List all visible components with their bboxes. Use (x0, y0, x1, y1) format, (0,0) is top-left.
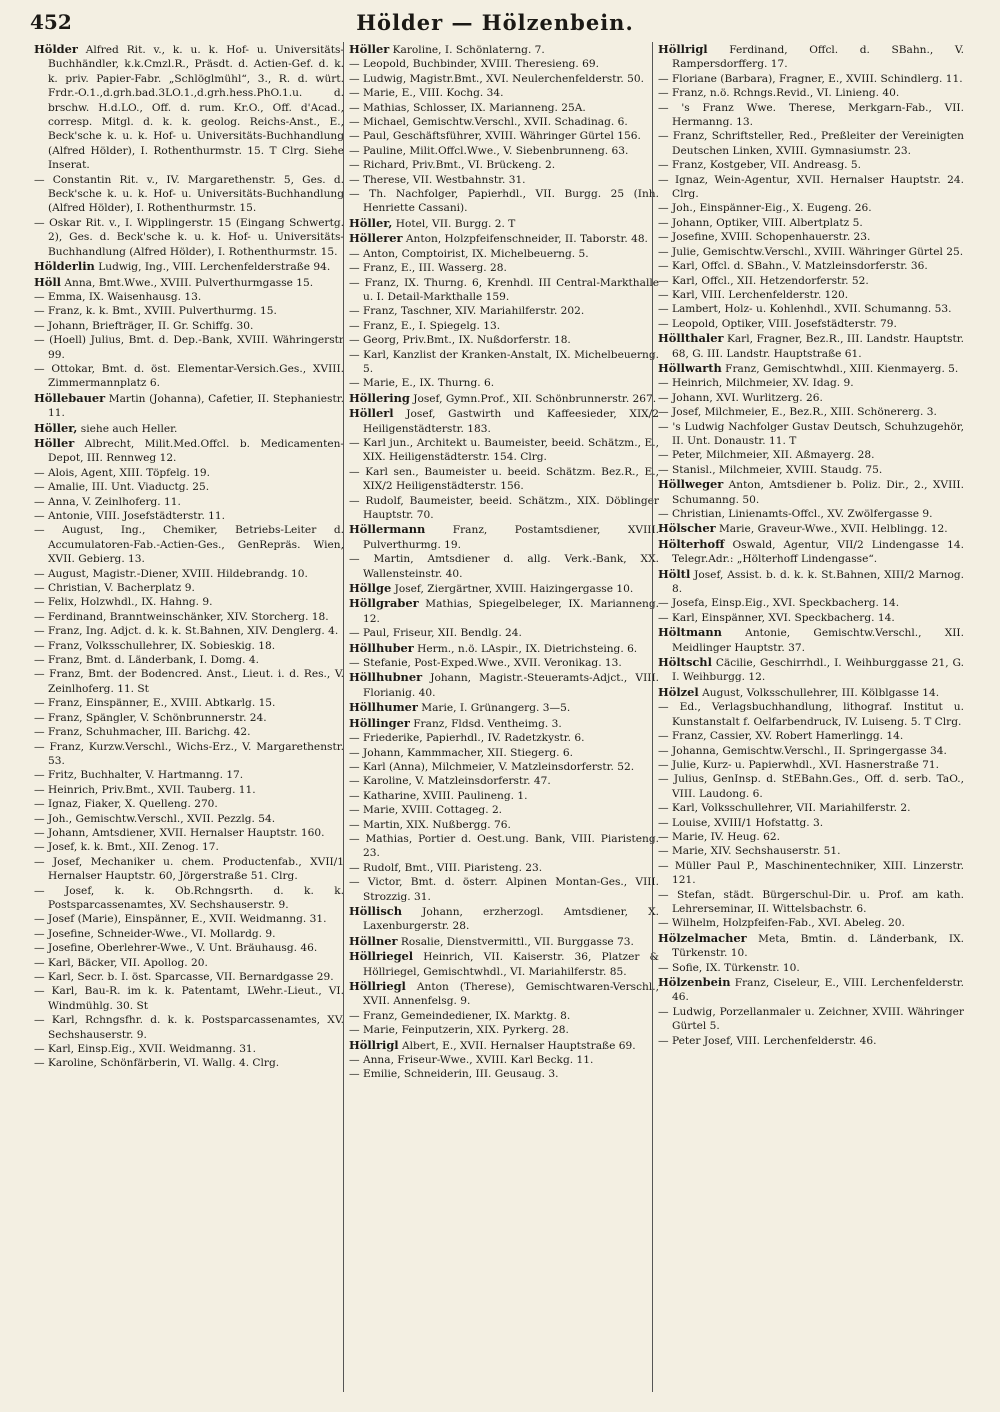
directory-entry: — Mathias, Schlosser, IX. Marianneng. 25A. (349, 101, 586, 114)
directory-entry: — Marie, IV. Heug. 62. (658, 830, 780, 843)
column-3 (652, 42, 964, 1392)
directory-entry: Höllrigl Ferdinand, Offcl. d. SBahn., V. Rampersdorfferg. 17. (658, 42, 964, 71)
directory-entry: — Franz, IX. Thurng. 6, Krenhdl. III Central-Markthalle u. I. Detail-Markthalle 159. (349, 276, 659, 303)
directory-entry: — Franz, Schuhmacher, III. Barichg. 42. (34, 726, 251, 739)
directory-entry: Hölterhoff Oswald, Agentur, VII/2 Lindengasse 14. Telegr.Adr.: „Hölterhoff Lindengasse“. (658, 536, 964, 566)
directory-entry: Hölzelmacher Meta, Bmtin. d. Länderbank, IX. Türkenstr. 10. (658, 930, 964, 960)
directory-entry: — Th. Nachfolger, Papierhdl., VII. Burgg. 25 (Inh. Henriette Cassani). (349, 188, 659, 215)
directory-entry: — 's Franz Wwe. Therese, Merkgarn-Fab., VII. Hermanng. 13. (658, 101, 964, 129)
directory-entry: — Müller Paul P., Maschinentechniker, XIII. Linzerstr. 121. (658, 859, 964, 887)
directory-entry: Höltschl Cäcilie, Geschirrhdl., I. Weihburggasse 21, G. I. Weihburgg. 12. (658, 655, 964, 684)
directory-entry: — Karl, Rchngsfhr. d. k. k. Postsparcassenamtes, XV. Sechshauserstr. 9. (34, 1014, 344, 1041)
directory-entry: — Lambert, Holz- u. Kohlenhdl., XVII. Schumanng. 53. (658, 303, 952, 316)
directory-entry: — Karl sen., Baumeister u. beeid. Schätzm. Bez.R., E., XIX/2 Heiligenstädterstr. 156. (349, 465, 659, 493)
directory-entry: Höltl Josef, Assist. b. d. k. k. St.Bahnen, XIII/2 Marnog. 8. (658, 566, 964, 596)
directory-entry: — Josefine, Oberlehrer-Wwe., V. Unt. Bräuhausg. 46. (34, 942, 318, 955)
directory-entry: — Karl, VIII. Lerchenfelderstr. 120. (658, 288, 849, 301)
directory-entry: Hölscher Marie, Graveur-Wwe., XVII. Helblingg. 12. (658, 521, 948, 536)
directory-entry: Höllwarth Franz, Gemischtwhdl., XIII. Kienmayerg. 5. (658, 360, 959, 375)
directory-entry: Höllthaler Karl, Fragner, Bez.R., III. Landstr. Hauptstr. 68, G. III. Landstr. Hauptstraße 61. (658, 331, 964, 360)
directory-entry: Hölzenbein Franz, Ciseleur, E., VIII. Lerchenfelderstr. 46. (658, 975, 964, 1004)
directory-entry: — Marie, XVIII. Cottageg. 2. (349, 804, 503, 817)
directory-entry: — Josef, Mechaniker u. chem. Productenfab., XVII/1 Hernalser Hauptstr. 60, Jörgerstraße 51. Clrg. (34, 855, 344, 883)
directory-entry: — Emilie, Schneiderin, III. Geusaug. 3. (349, 1068, 559, 1081)
directory-entry: — Paul, Friseur, XII. Bendlg. 24. (349, 627, 522, 640)
directory-entry: Höltmann Antonie, Gemischtw.Verschl., XII. Meidlinger Hauptstr. 37. (658, 625, 964, 654)
directory-entry: Höllinger Franz, Fldsd. Ventheimg. 3. (349, 715, 562, 730)
directory-entry: Höllweger Anton, Amtsdiener b. Poliz. Dir., 2., XVIII. Schumanng. 50. (658, 477, 964, 506)
directory-entry: Höllhumer Marie, I. Grünangerg. 3—5. (349, 700, 571, 715)
directory-entry: — Leopold, Buchbinder, XVIII. Theresieng. 69. (349, 58, 600, 71)
directory-entry: — Therese, VII. Westbahnstr. 31. (349, 173, 526, 186)
directory-entry: — Ludwig, Magistr.Bmt., XVI. Neulerchenfelderstr. 50. (349, 72, 644, 85)
directory-entry: — Franz, Ing. Adjct. d. k. k. St.Bahnen, XIV. Denglerg. 4. (34, 625, 339, 638)
directory-entry: Höllhuber Herm., n.ö. LAspir., IX. Dietrichsteing. 6. (349, 640, 638, 655)
directory-entry: — Ferdinand, Branntweinschänker, XIV. Storcherg. 18. (34, 610, 329, 623)
directory-entry: — Rudolf, Bmt., VIII. Piaristeng. 23. (349, 861, 543, 874)
running-head: Hölder — Hölzenbein. (356, 10, 634, 35)
directory-entry: — Felix, Holzwhdl., IX. Hahng. 9. (34, 596, 213, 609)
directory-entry: Höllerer Anton, Holzpfeifenschneider, II. Taborstr. 48. (349, 231, 648, 246)
directory-entry: — Heinrich, Milchmeier, XV. Idag. 9. (658, 377, 854, 390)
directory-entry: — Josef (Marie), Einspänner, E., XVII. Weidmanng. 31. (34, 913, 327, 926)
directory-entry: — Victor, Bmt. d. österr. Alpinen Montan-Ges., VIII. Strozzig. 31. (349, 876, 659, 903)
directory-entry: — Georg, Priv.Bmt., IX. Nußdorferstr. 18. (349, 334, 571, 347)
directory-entry: — Karoline, Schönfärberin, VI. Wallg. 4. Clrg. (34, 1057, 280, 1070)
directory-entry: — Franz, Taschner, XIV. Mariahilferstr. 202. (349, 305, 585, 318)
directory-entry: — Anton, Comptoirist, IX. Michelbeuerng. 5. (349, 247, 589, 260)
directory-entry: Höll Anna, Bmt.Wwe., XVIII. Pulverthurmgasse 15. (34, 274, 314, 289)
directory-entry: — Ludwig, Porzellanmaler u. Zeichner, XVIII. Währinger Gürtel 5. (658, 1005, 964, 1033)
page-header (30, 10, 960, 40)
directory-entry: — Karl, Offcl., XII. Hetzendorferstr. 52. (658, 274, 869, 287)
directory-entry: — Marie, XIV. Sechshauserstr. 51. (658, 845, 841, 858)
directory-entry: — Ignaz, Fiaker, X. Quelleng. 270. (34, 798, 218, 811)
directory-entry: — Josef, k. k. Bmt., XII. Zenog. 17. (34, 841, 219, 854)
directory-entry: — Stefanie, Post-Exped.Wwe., XVII. Veronikag. 13. (349, 657, 622, 670)
directory-entry: — Johann, Optiker, VIII. Albertplatz 5. (658, 216, 863, 229)
directory-entry: — Marie, E., IX. Thurng. 6. (349, 377, 495, 390)
directory-entry: Höllge Josef, Ziergärtner, XVIII. Haizingergasse 10. (349, 581, 634, 596)
directory-entry: — Peter, Milchmeier, XII. Aßmayerg. 28. (658, 449, 875, 462)
column-1 (34, 42, 344, 1392)
directory-entry: — Karl, Kanzlist der Kranken-Anstalt, IX. Michelbeuerng. 5. (349, 348, 659, 375)
directory-entry: — Sofie, IX. Türkenstr. 10. (658, 961, 800, 974)
directory-entry: — Christian, V. Bacherplatz 9. (34, 582, 195, 595)
directory-entry: — Franz, Cassier, XV. Robert Hamerlingg. 14. (658, 730, 904, 743)
directory-entry: — Karl, Bau-R. im k. k. Patentamt, LWehr.-Lieut., VI. Windmühlg. 30. St (34, 985, 344, 1012)
directory-entry: — Franz, Gemeindediener, IX. Marktg. 8. (349, 1009, 571, 1022)
directory-entry: — Johanna, Gemischtw.Verschl., II. Springergasse 34. (658, 744, 947, 757)
directory-entry: — Franz, E., I. Spiegelg. 13. (349, 319, 501, 332)
directory-entry: — Franz, Einspänner, E., XVIII. Abtkarlg. 15. (34, 697, 276, 710)
directory-entry: — Paul, Geschäftsführer, XVIII. Währinger Gürtel 156. (349, 130, 641, 143)
directory-entry: Höllrigl Albert, E., XVII. Hernalser Hauptstraße 69. (349, 1037, 636, 1052)
directory-entry: — Peter Josef, VIII. Lerchenfelderstr. 46. (658, 1034, 877, 1047)
directory-entry: — Heinrich, Priv.Bmt., XVII. Tauberg. 11. (34, 783, 256, 796)
directory-entry: — Johann, XVI. Wurlitzerg. 26. (658, 391, 823, 404)
directory-entry: — Floriane (Barbara), Fragner, E., XVIII. Schindlerg. 11. (658, 72, 963, 85)
directory-entry: — Stanisl., Milchmeier, XVIII. Staudg. 75. (658, 463, 883, 476)
directory-entry: — Josefine, Schneider-Wwe., VI. Mollardg. 9. (34, 927, 276, 940)
directory-entry: — Karl, Einspänner, XVI. Speckbacherg. 14. (658, 611, 895, 624)
directory-entry: Höllisch Johann, erzherzogl. Amtsdiener, X. Laxenburgerstr. 28. (349, 903, 659, 933)
directory-entry: — Franz, E., III. Wasserg. 28. (349, 262, 507, 275)
directory-entry: — Karl, Bäcker, VII. Apollog. 20. (34, 956, 208, 969)
directory-entry: — Franz, Kurzw.Verschl., Wichs-Erz., V. Margarethenstr. 53. (34, 740, 344, 767)
directory-entry: Hölderlin Ludwig, Ing., VIII. Lerchenfelderstraße 94. (34, 259, 331, 274)
directory-entry: — Oskar Rit. v., I. Wipplingerstr. 15 (Eingang Schwertg. 2), Ges. d. Beck'sche k. u. k. Hof- u. Universitäts-Buchhandlung (Alfred Hölder), I. Rothenthurmstr. 15. (34, 216, 344, 258)
directory-entry: — Karl jun., Architekt u. Baumeister, beeid. Schätzm., E., XIX. Heiligenstädterstr. 154. Clrg. (349, 436, 659, 464)
directory-entry: Höller Albrecht, Milit.Med.Offcl. b. Medicamenten-Depot, III. Rennweg 12. (34, 435, 344, 465)
directory-entry: Hölzel August, Volksschullehrer, III. Kölblgasse 14. (658, 684, 940, 699)
directory-entry: — Johann, Kammmacher, XII. Stiegerg. 6. (349, 746, 574, 759)
directory-entry: Höllgraber Mathias, Spiegelbeleger, IX. Marianneng. 12. (349, 596, 659, 625)
directory-entry: — Marie, Feinputzerin, XIX. Pyrkerg. 28. (349, 1024, 569, 1037)
directory-entry: — Franz, Spängler, V. Schönbrunnerstr. 24. (34, 711, 267, 724)
directory-entry: Höller, siehe auch Heller. (34, 420, 178, 435)
directory-entry: — Karoline, V. Matzleinsdorferstr. 47. (349, 775, 551, 788)
directory-entry: — Fritz, Buchhalter, V. Hartmanng. 17. (34, 769, 244, 782)
directory-entry: — August, Magistr.-Diener, XVIII. Hildebrandg. 10. (34, 567, 308, 580)
directory-entry: — Anna, Friseur-Wwe., XVIII. Karl Beckg. 11. (349, 1054, 594, 1067)
directory-entry: — (Hoell) Julius, Bmt. d. Dep.-Bank, XVIII. Währingerstr 99. (34, 334, 344, 361)
directory-entry: Höllner Rosalie, Dienstvermittl., VII. Burggasse 73. (349, 933, 634, 948)
directory-entry: — Joh., Einspänner-Eig., X. Eugeng. 26. (658, 202, 872, 215)
directory-entry: — Franz, Kostgeber, VII. Andreasg. 5. (658, 159, 861, 172)
directory-entry: Höllermann Franz, Postamtsdiener, XVIII. Pulverthurmg. 19. (349, 522, 659, 551)
directory-entry: — Christian, Linienamts-Offcl., XV. Zwölfergasse 9. (658, 508, 933, 520)
directory-entry: — Johann, Briefträger, II. Gr. Schiffg. 30. (34, 319, 254, 332)
directory-entry: — Amalie, III. Unt. Viaductg. 25. (34, 481, 210, 494)
directory-entry: — Ignaz, Wein-Agentur, XVII. Hernalser Hauptstr. 24. Clrg. (658, 173, 964, 201)
directory-entry: — Josefa, Einsp.Eig., XVI. Speckbacherg. 14. (658, 597, 900, 610)
directory-entry: — Karl, Einsp.Eig., XVII. Weidmanng. 31. (34, 1043, 257, 1056)
directory-entry: — Richard, Priv.Bmt., VI. Brückeng. 2. (349, 159, 556, 172)
directory-entry: Höllriegl Anton (Therese), Gemischtwaren-Verschl., XVII. Annenfelsg. 9. (349, 979, 659, 1008)
directory-entry: Höller Karoline, I. Schönlaterng. 7. (349, 42, 545, 56)
directory-entry: — Alois, Agent, XIII. Töpfelg. 19. (34, 466, 211, 479)
directory-entry: Höllerl Josef, Gastwirth und Kaffeesieder, XIX/2 Heiligenstädterstr. 183. (349, 406, 659, 435)
directory-entry: Höller, Hotel, VII. Burgg. 2. T (349, 215, 516, 230)
directory-entry: — Martin, XIX. Nußbergg. 76. (349, 818, 511, 831)
directory-entry: — Martin, Amtsdiener d. allg. Verk.-Bank, XX. Wallensteinstr. 40. (349, 553, 659, 580)
directory-entry: — Julius, GenInsp. d. StEBahn.Ges., Off. d. serb. TaO., VIII. Laudong. 6. (658, 773, 964, 800)
directory-entry: — Constantin Rit. v., IV. Margarethenstr. 5, Ges. d. Beck'sche k. u. k. Hof- u. Universitäts-Buchhandlung (Alfred Hölder), I. Rothenthurmstr. 15. (34, 173, 344, 215)
directory-entry: — Emma, IX. Waisenhausg. 13. (34, 290, 202, 303)
directory-entry: — Anna, V. Zeinlhoferg. 11. (34, 495, 181, 508)
directory-entry: — Julie, Kurz- u. Papierwhdl., XVI. Hasnerstraße 71. (658, 758, 939, 771)
directory-entry: — Josef, Milchmeier, E., Bez.R., XIII. Schönererg. 3. (658, 406, 937, 419)
directory-entry: — Josef, k. k. Ob.Rchngsrth. d. k. k. Postsparcassenamtes, XV. Sechshauserstr. 9. (34, 884, 344, 911)
directory-entry: — Pauline, Milit.Offcl.Wwe., V. Siebenbrunneng. 63. (349, 144, 629, 157)
directory-entry: — Karl, Secr. b. I. öst. Sparcasse, VII. Bernardgasse 29. (34, 971, 334, 983)
directory-entry: — Joh., Gemischtw.Verschl., XVII. Pezzlg. 54. (34, 812, 276, 825)
directory-entry: — Josefine, XVIII. Schopenhauerstr. 23. (658, 231, 871, 244)
directory-entry: — Franz, k. k. Bmt., XVIII. Pulverthurmg. 15. (34, 305, 277, 318)
directory-entry: Höllering Josef, Gymn.Prof., XII. Schönbrunnerstr. 267. (349, 390, 657, 405)
directory-entry: — Wilhelm, Holzpfeifen-Fab., XVI. Abeleg. 20. (658, 917, 905, 930)
directory-entry: — Friederike, Papierhdl., IV. Radetzkystr. 6. (349, 732, 585, 745)
directory-entry: — Louise, XVIII/1 Hofstattg. 3. (658, 816, 824, 829)
directory-entry: — Stefan, städt. Bürgerschul-Dir. u. Prof. am kath. Lehrerseminar, II. Wittelsbachstr. 6. (658, 888, 964, 915)
directory-entry: — Johann, Amtsdiener, XVII. Hernalser Hauptstr. 160. (34, 826, 325, 839)
directory-entry: — Mathias, Portier d. Oest.ung. Bank, VIII. Piaristeng. 23. (349, 832, 659, 860)
directory-entry: — Marie, E., VIII. Kochg. 34. (349, 87, 504, 100)
directory-entry: — Franz, n.ö. Rchngs.Revid., VI. Linieng. 40. (658, 87, 900, 100)
directory-entry: — Julie, Gemischtw.Verschl., XVIII. Währinger Gürtel 25. (658, 245, 964, 258)
directory-entry: Hölder Alfred Rit. v., k. u. k. Hof- u. Universitäts-Buchhändler, k.k.Cmzl.R., Präsdt. d. Actien-Gef. d. k. k. priv. Papier-Fabr. „Schlöglmühl“, 3., R. d. würt. Frdr.-O.1.,d.grh.bad.3LO.1.,d.grh.hess.PhO.1.u. d. brschw. H.d.LO., Off. d. rum. Kr.O., Off. d'Acad., corresp. Mitgl. d. k. k. geolog. Reichs-Anst., E., Beck'sche k. u. k. Hof- u. Universitäts-Buchhandlung (Alfred Hölder), I. Rothenthurmstr. 15. T Clrg. Siehe Inserat. (34, 42, 344, 172)
directory-entry: — Michael, Gemischtw.Verschl., XVII. Schadinag. 6. (349, 116, 628, 129)
directory-entry: — Franz, Bmt. d. Länderbank, I. Domg. 4. (34, 654, 259, 667)
directory-entry: — Karl (Anna), Milchmeier, V. Matzleinsdorferstr. 52. (349, 760, 635, 773)
directory-entry: — Franz, Schriftsteller, Red., Preßleiter der Vereinigten Deutschen Linken, XVIII. Gymnasiumstr. 23. (658, 130, 964, 157)
directory-entry: — Ottokar, Bmt. d. öst. Elementar-Versich.Ges., XVIII. Zimmermannplatz 6. (34, 362, 344, 390)
directory-entry: — Ed., Verlagsbuchhandlung, lithograf. Institut u. Kunstanstalt f. Oelfarbendruck, IV. Luiseng. 5. T Clrg. (658, 701, 964, 728)
directory-entry: — Antonie, VIII. Josefstädterstr. 11. (34, 510, 226, 522)
directory-entry: — Rudolf, Baumeister, beeid. Schätzm., XIX. Döblinger Hauptstr. 70. (349, 494, 659, 521)
directory-entry: — Karl, Offcl. d. SBahn., V. Matzleinsdorferstr. 36. (658, 260, 928, 273)
directory-entry: — Karl, Volksschullehrer, VII. Mariahilferstr. 2. (658, 802, 911, 815)
column-2 (343, 42, 659, 1392)
directory-entry: Höllhubner Johann, Magistr.-Steueramts-Adjct., VIII. Florianig. 40. (349, 670, 659, 699)
directory-entry: — August, Ing., Chemiker, Betriebs-Leiter d. Accumulatoren-Fab.-Actien-Ges., GenRepräs. Wien, XVII. Gebierg. 13. (34, 524, 344, 566)
page-number: 452 (30, 10, 72, 34)
directory-entry: Höllriegel Heinrich, VII. Kaiserstr. 36, Platzer & Höllriegel, Gemischtwhdl., VI. Mariahilferstr. 85. (349, 949, 659, 978)
directory-entry: Höllebauer Martin (Johanna), Cafetier, II. Stephaniestr. 11. (34, 390, 344, 420)
directory-entry: — Katharine, XVIII. Paulineng. 1. (349, 789, 528, 802)
directory-entry: — Franz, Volksschullehrer, IX. Sobieskig. 18. (34, 639, 276, 652)
directory-entry: — Franz, Bmt. der Bodencred. Anst., Lieut. i. d. Res., V. Zeinlhoferg. 11. St (34, 668, 344, 695)
directory-entry: — Leopold, Optiker, VIII. Josefstädterstr. 79. (658, 317, 897, 330)
directory-entry: — 's Ludwig Nachfolger Gustav Deutsch, Schuhzugehör, II. Unt. Donaustr. 11. T (658, 420, 964, 447)
